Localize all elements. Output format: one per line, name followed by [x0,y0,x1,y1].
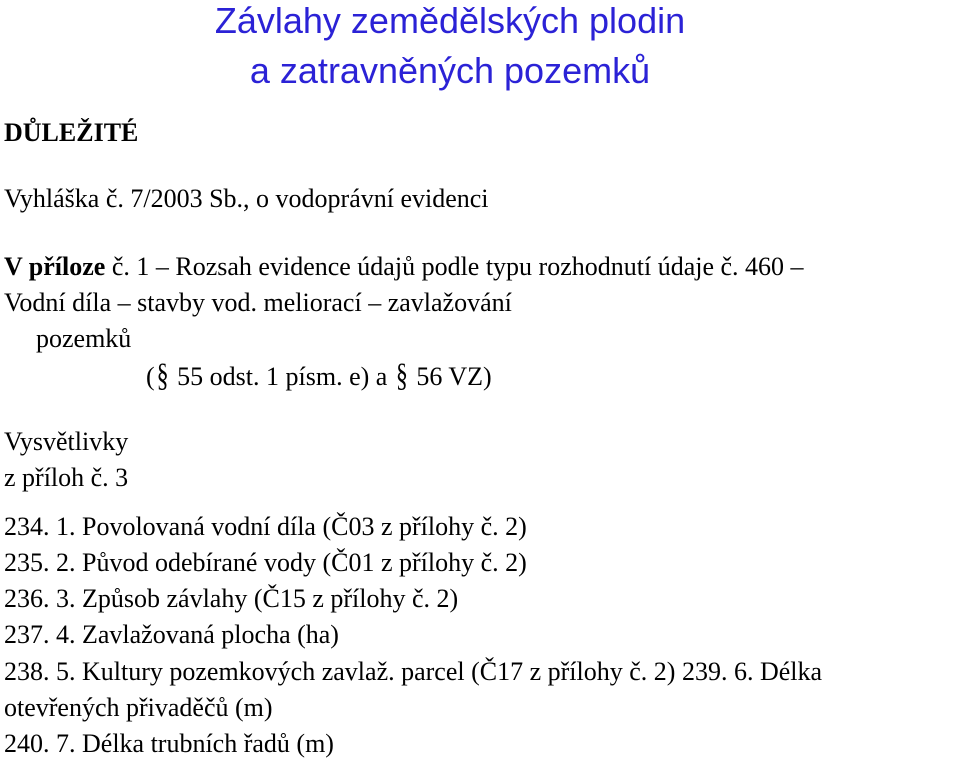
annex-line-4-mid: 55 odst. 1 písm. e) a [177,362,388,391]
section-sign: § [156,358,169,394]
list-item: 238. 5. Kultury pozemkových zavlaž. parcel (Č17 z přílohy č. 2) 239. 6. Délka [4,657,823,686]
list-item: 237. 4. Zavlažovaná plocha (ha) [4,620,339,649]
list-item: 236. 3. Způsob závlahy (Č15 z přílohy č. 2) [4,584,459,613]
page-title-line-2: a zatravněných pozemků [249,50,651,91]
annex-line-2: Vodní díla – stavby vod. meliorací – zavlažování [4,288,512,317]
annex-line-4-end: 56 VZ) [416,362,492,391]
annex-bold-label: V příloze [4,252,106,281]
explanations-line-1: Vysvětlivky [4,427,129,456]
annex-line-3: pozemků [36,324,132,353]
explanations-line-2: z příloh č. 3 [4,463,129,492]
annex-line-1-text: č. 1 – Rozsah evidence údajů podle typu rozhodnutí údaje č. 460 – [105,252,804,281]
list-item: otevřených přivaděčů (m) [4,693,273,722]
list-item: 234. 1. Povolovaná vodní díla (Č03 z přílohy č. 2) [4,512,527,541]
annex-line-4 [146,358,492,394]
decree-reference: Vyhláška č. 7/2003 Sb., o vodoprávní evidenci [4,184,489,213]
page-title-line-1: Závlahy zemědělských plodin [214,0,686,41]
list-item: 240. 7. Délka trubních řadů (m) [4,729,334,758]
important-heading: DŮLEŽITÉ [4,118,139,147]
annex-open-paren: ( [146,362,155,391]
section-sign: § [395,358,408,394]
list-item: 235. 2. Původ odebírané vody (Č01 z přílohy č. 2) [4,548,527,577]
annex-line-1 [4,254,804,280]
